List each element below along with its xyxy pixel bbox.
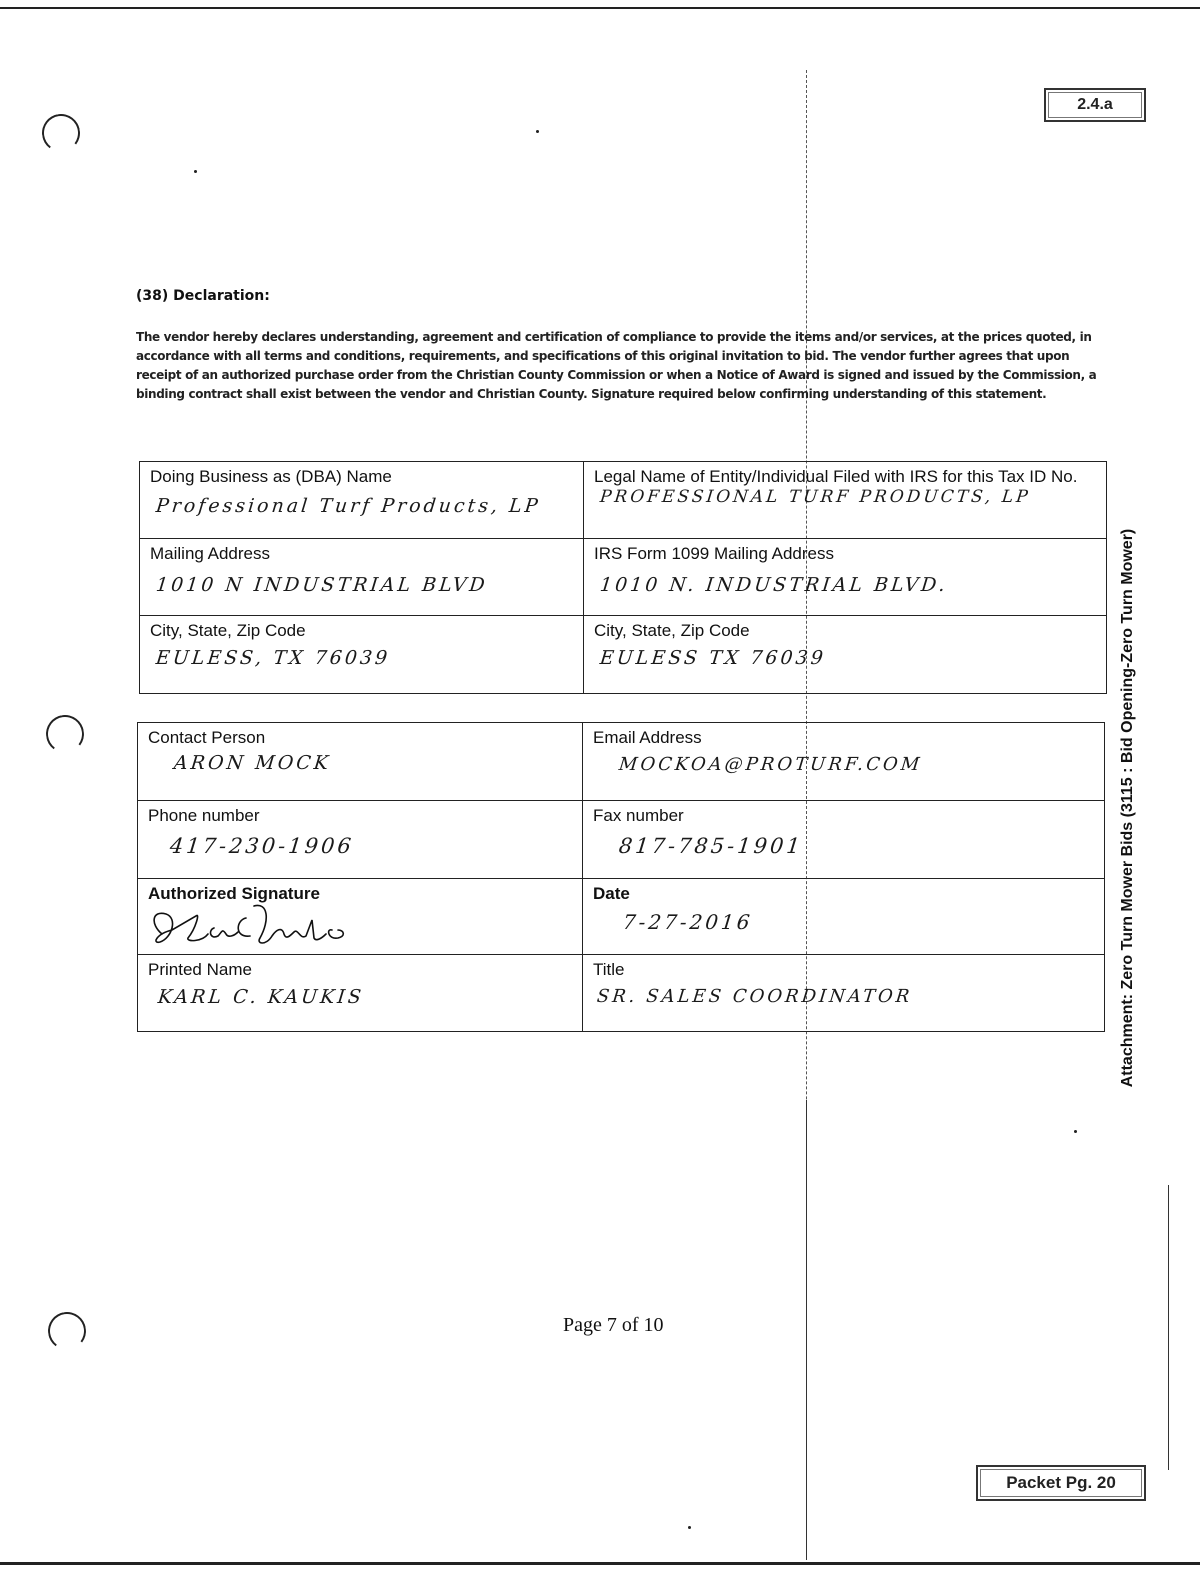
city-cell — [140, 616, 584, 694]
vendor-info-table — [139, 461, 1107, 694]
signature-drawing — [142, 898, 422, 950]
speck — [1074, 1130, 1077, 1133]
punch-hole-top — [40, 112, 83, 155]
table-row — [140, 616, 1107, 694]
packet-page-stamp: Packet Pg. 20 — [976, 1465, 1146, 1501]
city2-value: EULESS TX 76039 — [598, 647, 827, 669]
table-row — [140, 462, 1107, 539]
mailing-address-value: 1010 N INDUSTRIAL BLVD — [154, 574, 489, 596]
date-cell — [583, 879, 1105, 955]
email-cell — [583, 723, 1105, 801]
fax-label: Fax number — [593, 806, 684, 825]
handwritten-signature — [142, 898, 572, 948]
phone-cell — [138, 801, 583, 879]
legal-name-value: PROFESSIONAL TURF PRODUCTS, LP — [598, 487, 1032, 507]
contact-label: Contact Person — [148, 728, 266, 747]
dba-label: Doing Business as (DBA) Name — [150, 467, 392, 486]
table-row — [138, 723, 1105, 801]
fax-value: 817-785-1901 — [617, 834, 805, 858]
contact-value: ARON MOCK — [172, 752, 333, 774]
mailing-address-cell — [140, 539, 584, 616]
printed-name-cell — [138, 955, 583, 1032]
signature-cell — [138, 879, 583, 955]
date-value: 7-27-2016 — [621, 910, 754, 934]
title-label: Title — [593, 960, 625, 979]
date-label: Date — [593, 884, 630, 903]
attachment-side-label: Attachment: Zero Turn Mower Bids (3115 : Bid Opening-Zero Turn Mower) — [1119, 528, 1136, 1088]
dba-value: Professional Turf Products, LP — [154, 495, 542, 517]
speck — [688, 1526, 691, 1529]
signature-value: Karl C Kaukis — [142, 898, 149, 899]
top-rule — [0, 7, 1200, 9]
city2-cell — [584, 616, 1107, 694]
city-label: City, State, Zip Code — [150, 621, 306, 640]
email-value: MOCKOA@PROTURF.COM — [617, 754, 924, 775]
dba-cell — [140, 462, 584, 539]
punch-hole-bottom — [46, 1310, 89, 1353]
irs-address-cell — [584, 539, 1107, 616]
irs-address-label: IRS Form 1099 Mailing Address — [594, 544, 834, 563]
bottom-rule — [0, 1562, 1200, 1565]
page-edge-line — [1168, 1185, 1169, 1470]
table-row — [138, 801, 1105, 879]
contact-info-table — [137, 722, 1105, 1032]
title-cell — [583, 955, 1105, 1032]
legal-name-cell — [584, 462, 1107, 539]
email-label: Email Address — [593, 728, 702, 747]
table-row — [138, 879, 1105, 955]
punch-hole-middle — [44, 713, 87, 756]
legal-name-label: Legal Name of Entity/Individual Filed with IRS for this Tax ID No. — [594, 467, 1078, 486]
speck — [536, 130, 539, 133]
phone-value: 417-230-1906 — [168, 834, 356, 858]
fold-line-lower — [806, 1100, 807, 1560]
table-row — [138, 955, 1105, 1032]
page-number: Page 7 of 10 — [563, 1314, 664, 1336]
declaration-text: The vendor hereby declares understanding, agreement and certification of compliance to provide the items and/or services, at the prices quoted, in accordance with all terms and conditions, requirements, and specifications of this original invitation to bid. The vendor further agrees that upon receipt of an authorized purchase order from the Christian County Commission or when a Notice of Award is signed and issued by the Commission, a binding contract shall exist between the vendor and Christian County. Signature required below confirming understanding of this statement. — [136, 330, 1097, 401]
agenda-item-stamp: 2.4.a — [1044, 88, 1146, 122]
section-heading: (38) Declaration: — [136, 288, 270, 304]
contact-cell — [138, 723, 583, 801]
city-value: EULESS, TX 76039 — [154, 647, 392, 669]
printed-name-label: Printed Name — [148, 960, 252, 979]
mailing-address-label: Mailing Address — [150, 544, 271, 563]
phone-label: Phone number — [148, 806, 260, 825]
irs-address-value: 1010 N. INDUSTRIAL BLVD. — [598, 574, 949, 596]
table-row — [140, 539, 1107, 616]
city2-label: City, State, Zip Code — [594, 621, 750, 640]
speck — [194, 170, 197, 173]
signature-label: Authorized Signature — [148, 884, 320, 903]
title-value: SR. SALES COORDINATOR — [595, 986, 914, 1007]
fax-cell — [583, 801, 1105, 879]
printed-name-value: KARL C. KAUKIS — [156, 986, 366, 1008]
